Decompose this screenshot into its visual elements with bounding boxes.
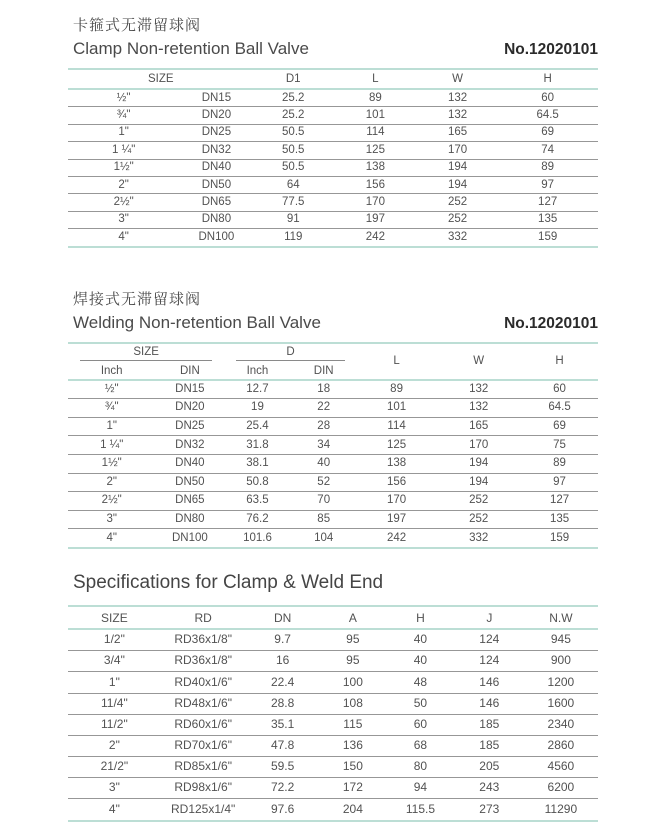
table-cell: 273 [479,801,500,816]
table-cell: 16 [275,653,290,668]
table-row [68,124,598,141]
table-cell: DN32 [201,143,232,156]
table-cell: 115 [343,716,363,731]
table-row [68,211,598,228]
table-cell: 52 [317,475,331,488]
table-cell: DN80 [201,213,232,226]
table-cell: DN25 [175,420,205,433]
table-cell: 11/4" [101,695,128,710]
table-row [68,529,598,548]
clamp-table-header [68,69,598,89]
column-header-size: SIZE [147,73,174,85]
table-cell: 136 [342,738,363,753]
column-header-l: L [372,73,379,85]
table-row [68,455,598,474]
table-cell: 197 [386,513,407,525]
table-cell: 242 [365,230,385,243]
table-cell: 1½" [101,457,122,470]
table-cell: 75 [553,438,566,451]
table-cell: 2340 [547,716,575,731]
table-cell: 115.5 [405,801,435,816]
column-header-w: W [473,355,485,368]
column-header-d-din: DIN [313,364,334,377]
column-header-w: W [452,73,463,85]
table-cell: 108 [342,695,363,710]
table-cell: RD85x1/6" [174,759,232,774]
table-cell: 63.5 [246,494,269,507]
table-cell: 50.5 [282,126,305,139]
table-cell: 40 [413,653,428,668]
table-cell: RD60x1/6" [174,716,232,731]
table-cell: 1600 [547,695,575,710]
table-cell: 132 [469,382,489,395]
table-cell: 127 [538,196,558,209]
table-cell: 28 [317,420,331,433]
welding-valve-section [68,288,598,549]
table-cell: 104 [314,531,334,544]
table-cell: 35.1 [270,716,295,731]
table-cell: 119 [284,230,303,243]
table-cell: ½" [104,382,119,395]
table-cell: 101 [386,401,407,414]
table-cell: 97 [541,178,555,191]
table-cell: 6200 [547,780,575,795]
column-header-l: L [393,355,400,368]
table-cell: 100 [342,674,363,689]
clamp-doc-number: No.12020101 [504,41,598,58]
table-cell: 25.2 [282,109,305,121]
table-row [68,436,598,455]
table-cell: 89 [553,457,566,470]
column-header-a: A [348,610,357,625]
table-cell: 40 [317,457,331,470]
table-cell: 205 [479,759,500,774]
table-cell: 80 [413,759,428,774]
table-cell: 76.2 [246,513,269,525]
welding-title-row [73,313,598,333]
table-cell: 64.5 [536,109,559,121]
table-cell: 125 [386,438,407,451]
table-row [68,757,598,778]
table-cell: 159 [549,531,570,544]
table-cell: 89 [541,161,555,174]
specifications-title: Specifications for Clamp & Weld End [73,572,384,593]
column-header-size-din: DIN [179,364,200,377]
specifications-section [68,572,598,822]
table-cell: ¾" [116,109,131,121]
column-header-size-inch: Inch [100,364,123,377]
table-cell: 194 [447,178,468,191]
column-header-nw: N.W [549,610,573,625]
table-cell: 135 [538,213,558,226]
table-row [68,142,598,159]
table-cell: 68 [413,738,428,753]
table-row [68,399,598,418]
table-cell: 1½" [113,161,134,174]
table-cell: 194 [447,161,468,174]
table-row [68,629,598,651]
table-cell: 170 [469,438,489,451]
table-cell: 89 [390,382,403,395]
column-header-h: H [543,73,552,85]
table-cell: 945 [550,632,571,647]
table-cell: 252 [447,213,468,226]
table-cell: RD98x1/6" [174,780,232,795]
table-cell: 70 [317,494,331,507]
table-row [68,177,598,194]
table-cell: DN20 [175,401,205,414]
welding-table-header [68,343,598,380]
table-row [68,159,598,176]
table-cell: RD70x1/6" [174,738,232,753]
table-cell: 22.4 [270,674,295,689]
table-cell: 242 [386,531,407,544]
column-header-h: H [555,355,564,368]
table-cell: 170 [386,494,407,507]
table-row [68,229,598,247]
table-cell: 2" [106,475,117,488]
table-cell: DN40 [175,457,205,470]
table-cell: 101 [365,109,385,121]
table-cell: 146 [479,674,500,689]
clamp-title-english: Clamp Non-retention Ball Valve [73,39,309,58]
table-cell: 50.5 [282,143,305,156]
table-cell: 60 [413,716,428,731]
table-cell: 1200 [547,674,575,689]
table-cell: 150 [342,759,363,774]
table-cell: 9.7 [274,632,291,647]
table-cell: 4" [118,230,129,243]
table-cell: 38.1 [246,457,269,470]
table-cell: 11290 [544,801,578,816]
clamp-table [68,68,598,248]
table-cell: 77.5 [282,196,305,209]
clamp-table-body [68,89,598,247]
table-row [68,714,598,735]
table-cell: RD48x1/6" [174,695,232,710]
table-cell: DN65 [201,196,232,209]
table-cell: 194 [469,457,489,470]
table-cell: 4" [108,801,120,816]
table-cell: 18 [317,382,331,395]
spec-table-body [68,629,598,821]
table-cell: 69 [553,420,566,433]
table-cell: 156 [386,475,407,488]
table-cell: 94 [413,780,428,795]
table-cell: 156 [365,178,385,191]
table-cell: DN25 [201,126,232,139]
table-cell: 72.2 [270,780,295,795]
column-group-d: D [224,343,357,363]
table-cell: 101.6 [243,531,272,544]
column-header-h: H [416,610,425,625]
table-cell: 50.5 [282,161,305,174]
table-cell: 4" [106,531,117,544]
clamp-title-row [73,39,598,59]
table-cell: 1" [106,420,117,433]
table-row [68,651,598,672]
table-cell: 146 [479,695,500,710]
table-cell: 21/2" [100,759,129,774]
table-cell: DN32 [175,438,205,451]
table-cell: 132 [469,401,489,414]
table-cell: 1/2" [103,632,125,647]
table-cell: 91 [286,213,300,226]
table-cell: 170 [447,143,468,156]
table-cell: ½" [116,91,131,104]
table-cell: 95 [346,653,360,668]
table-row [68,107,598,124]
welding-table-body [68,380,598,548]
table-cell: 95 [346,632,360,647]
column-header-dn: DN [273,610,292,625]
table-cell: 59.5 [270,759,295,774]
table-cell: 48 [413,674,428,689]
table-cell: DN100 [198,230,235,243]
table-cell: 31.8 [246,438,269,451]
table-cell: 900 [550,653,571,668]
table-cell: 332 [469,531,489,544]
table-cell: DN15 [201,91,232,104]
table-cell: 74 [541,143,555,156]
table-row [68,89,598,107]
table-cell: 97 [553,475,566,488]
table-cell: 114 [366,126,385,139]
table-cell: 138 [365,161,385,174]
table-cell: RD36x1/8" [174,653,232,668]
table-cell: 135 [549,513,570,525]
table-cell: DN50 [175,475,205,488]
table-cell: RD125x1/4" [171,801,236,816]
table-cell: 332 [447,230,468,243]
table-cell: 125 [365,143,385,156]
spec-table-header [68,606,598,629]
table-cell: DN20 [201,109,232,121]
clamp-valve-section [68,14,598,248]
column-header-rd: RD [194,610,212,625]
column-header-d-inch: Inch [246,364,269,377]
table-row [68,492,598,511]
table-cell: 50 [413,695,428,710]
table-cell: 47.8 [270,738,295,753]
table-cell: 3/4" [103,653,125,668]
table-cell: 2½" [113,196,134,209]
table-cell: 4560 [547,759,575,774]
table-cell: 124 [479,632,500,647]
table-cell: 25.2 [282,91,305,104]
table-cell: 185 [479,738,500,753]
table-cell: 243 [479,780,500,795]
table-cell: 2½" [101,494,122,507]
table-cell: 252 [447,196,468,209]
table-cell: 138 [386,457,407,470]
table-cell: 28.8 [270,695,295,710]
table-cell: 159 [538,230,558,243]
table-cell: 165 [447,126,468,139]
table-cell: 165 [469,420,489,433]
column-header-d1: D1 [285,73,301,85]
table-cell: 25.4 [246,420,269,433]
table-cell: 252 [469,494,489,507]
table-cell: 185 [479,716,500,731]
table-cell: 127 [549,494,570,507]
table-row [68,194,598,211]
table-cell: DN50 [201,178,232,191]
table-cell: 89 [368,91,382,104]
table-cell: 19 [251,401,264,414]
table-cell: 170 [365,196,385,209]
table-row [68,799,598,821]
table-cell: 124 [479,653,500,668]
table-row [68,473,598,492]
table-cell: 172 [342,780,363,795]
table-cell: 252 [469,513,489,525]
table-cell: 22 [317,401,331,414]
table-row [68,380,598,399]
table-cell: 204 [342,801,363,816]
table-cell: 11/2" [101,716,128,731]
table-cell: DN40 [201,161,232,174]
table-cell: 85 [317,513,331,525]
welding-title-english: Welding Non-retention Ball Valve [73,312,321,332]
table-cell: 114 [387,420,406,433]
table-cell: ¾" [104,401,119,414]
table-row [68,735,598,756]
table-cell: 40 [413,632,428,647]
table-row [68,672,598,693]
table-cell: 3" [106,513,117,525]
table-cell: DN15 [175,382,205,395]
table-row [68,693,598,714]
table-cell: 1" [118,126,129,139]
welding-table [68,342,598,549]
table-cell: DN80 [175,513,205,525]
welding-doc-number: No.12020101 [504,314,598,332]
table-cell: 34 [317,438,331,451]
table-cell: 60 [553,382,566,395]
table-cell: 3" [108,780,120,795]
table-row [68,510,598,529]
column-header-j: J [486,610,493,625]
table-cell: 60 [541,91,555,104]
clamp-title-chinese: 卡箍式无滞留球阀 [73,17,202,34]
table-cell: 64.5 [548,401,571,414]
table-cell: 1" [108,674,120,689]
welding-title-chinese: 焊接式无滞留球阀 [73,290,202,308]
table-cell: DN100 [171,531,208,544]
table-cell: RD40x1/6" [174,674,232,689]
table-cell: 2" [108,738,120,753]
table-cell: 2" [118,178,129,191]
table-cell: 1 ¼" [112,143,136,156]
table-cell: 1 ¼" [100,438,124,451]
table-row [68,778,598,799]
table-cell: 132 [447,91,468,104]
table-cell: RD36x1/8" [174,632,232,647]
column-group-size: SIZE [68,343,224,363]
table-cell: 97.6 [270,801,295,816]
table-cell: 194 [469,475,489,488]
table-cell: 50.8 [246,475,269,488]
column-header-size: SIZE [101,610,128,625]
table-cell: 2860 [547,738,575,753]
table-cell: 132 [447,109,468,121]
table-cell: 64 [286,178,300,191]
table-cell: 12.7 [246,382,269,395]
table-cell: 197 [365,213,385,226]
table-cell: 69 [541,126,555,139]
table-row [68,417,598,436]
table-cell: DN65 [175,494,205,507]
spec-table [68,605,598,822]
table-cell: 3" [118,213,129,226]
